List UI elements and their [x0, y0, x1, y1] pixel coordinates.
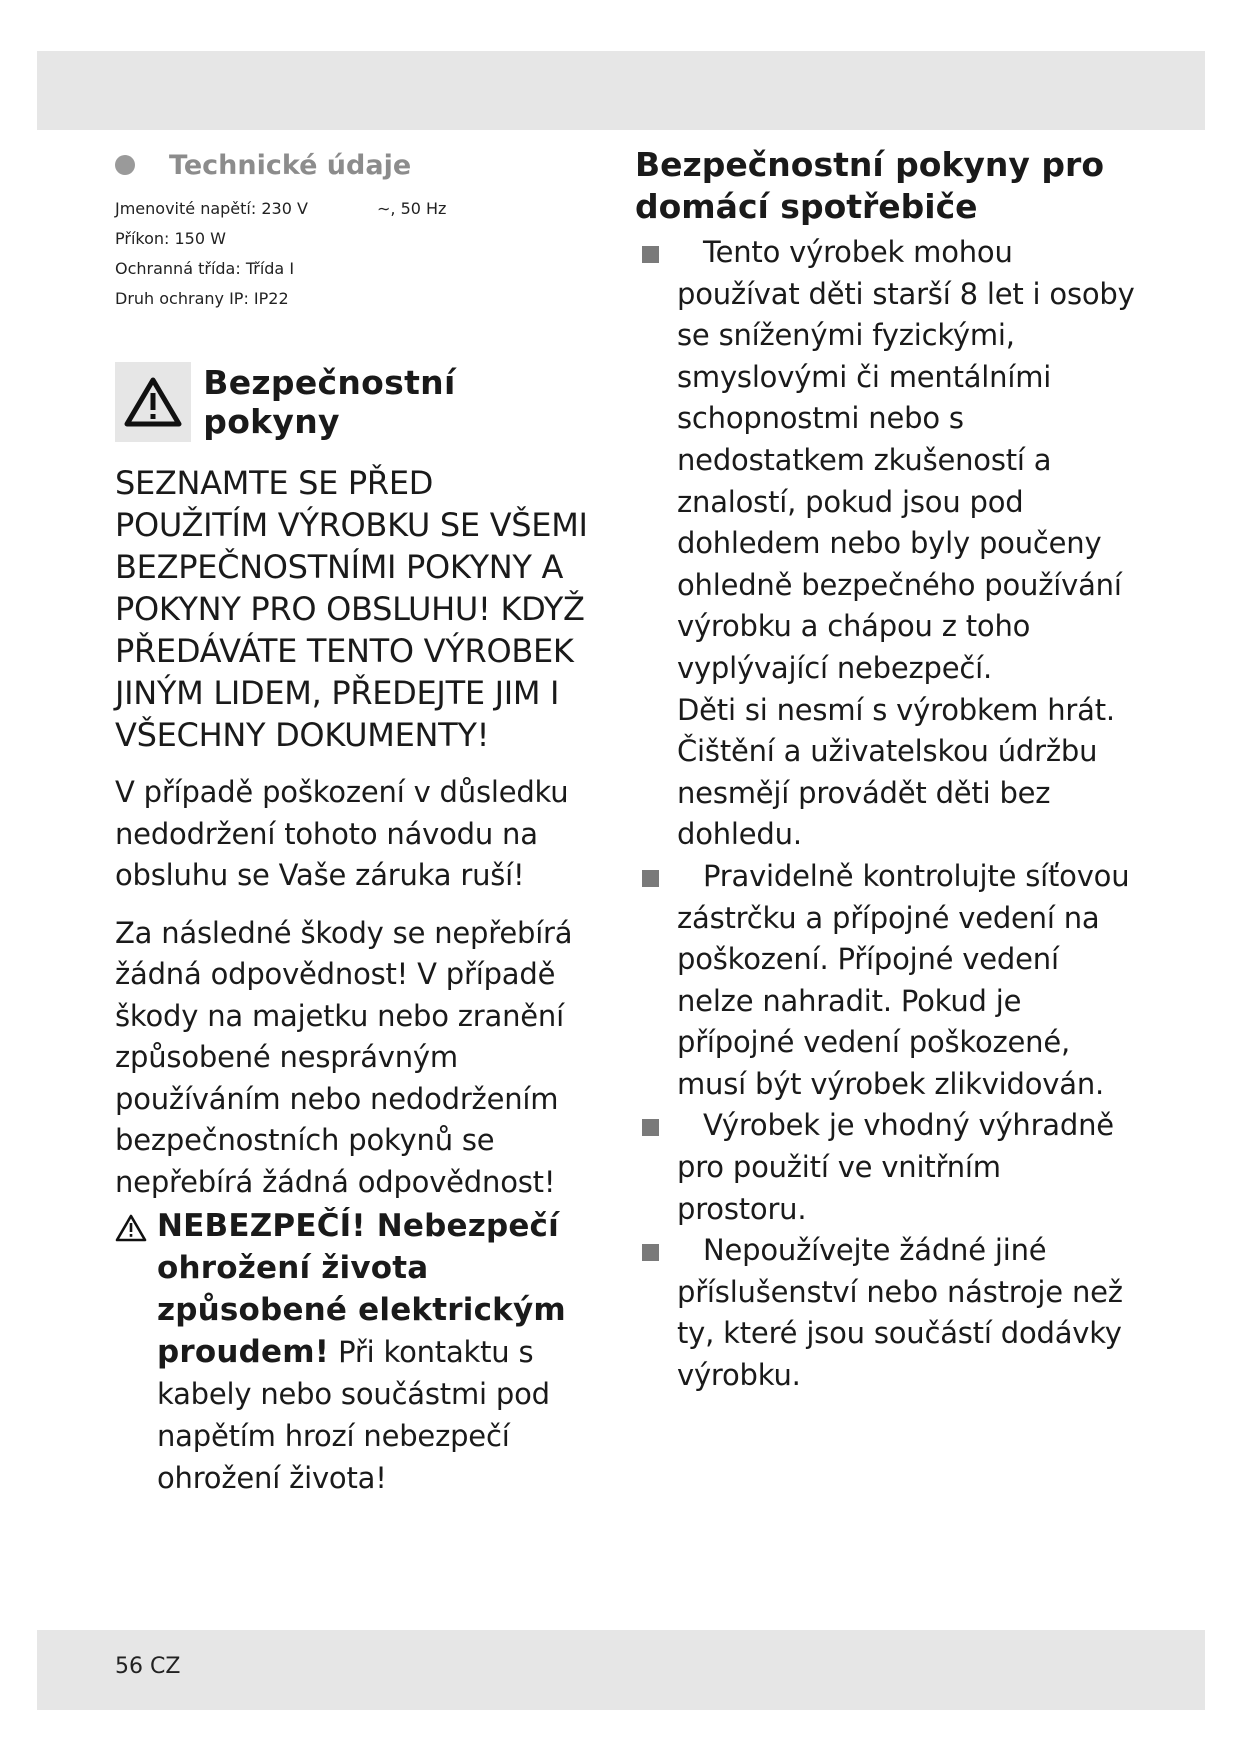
list-item: [635, 232, 1135, 856]
liability-paragraph: Za následné škody se nepřebírá žádná odpovědnost! V případě škody na majetku nebo zranění způsobené nesprávným používáním nebo nedodržením bezpečnostních pokynů se nepřebírá žádná odpovědnost!: [115, 915, 573, 1199]
spec-power: Příkon: 150 W: [115, 229, 226, 248]
technical-data-heading: [115, 140, 595, 190]
bullet-text: Tento výrobek mohou používat děti starší 8 let i osoby se sníženými fyzickými, smyslovými či mentálními schopnostmi nebo s nedostatkem zkušeností a znalostí, pokud jsou pod dohledem nebo byly poučeny ohledně bezpečného používání výrobku a chápou z toho vyplývající nebezpečí.: [677, 235, 1135, 685]
safety-caps-notice: SEZNAMTE SE PŘED POUŽITÍM VÝROBKU SE VŠEMI BEZPEČNOSTNÍMI POKYNY A POKYNY PRO OBSLUHU! KDYŽ PŘEDÁVÁTE TENTO VÝROBEK JINÝM LIDEM, PŘEDEJTE JIM I VŠECHNY DOKUMENTY!: [115, 464, 588, 754]
appliance-bullet-list: [635, 232, 1135, 1397]
spec-item: [115, 254, 595, 284]
right-column: [635, 140, 1135, 1397]
spec-frequency: ∼, 50 Hz: [377, 199, 447, 218]
spec-item: [115, 194, 595, 224]
spec-ip-rating: Druh ochrany IP: IP22: [115, 289, 289, 308]
safety-heading: [115, 362, 595, 442]
header-band: [37, 51, 1205, 130]
appliance-safety-title: Bezpečnostní pokyny pro domácí spotřebiče: [635, 145, 1104, 226]
list-item: [635, 1105, 1135, 1230]
square-bullet-icon: [642, 1244, 659, 1261]
spec-item: [115, 224, 595, 254]
bullet-text: Pravidelně kontrolujte síťovou zástrčku a přípojné vedení na poškození. Přípojné vedení nelze nahradit. Pokud je přípojné vedení poškozené, musí být výrobek zlikvidován.: [677, 858, 1130, 1101]
footer-band: [37, 1630, 1205, 1710]
bullet-dot-icon: [115, 155, 135, 175]
spec-protection-class: Ochranná třída: Třída I: [115, 259, 295, 278]
list-item: [635, 856, 1135, 1106]
warranty-paragraph: V případě poškození v důsledku nedodržení tohoto návodu na obsluhu se Vaše záruka ruší!: [115, 775, 569, 892]
safety-title: Bezpečnostní pokyny: [203, 363, 456, 441]
danger-warning: [115, 1205, 595, 1499]
square-bullet-icon: [642, 246, 659, 263]
square-bullet-icon: [642, 870, 659, 887]
technical-data-title: Technické údaje: [169, 149, 412, 181]
left-column: [115, 140, 595, 1499]
bullet-text: Výrobek je vhodný výhradně pro použití ve vnitřním prostoru.: [677, 1108, 1114, 1226]
spec-item: [115, 284, 595, 314]
bullet-text: Nepoužívejte žádné jiné příslušenství nebo nástroje než ty, které jsou součástí dodávky výrobku.: [677, 1233, 1123, 1393]
spec-list: [115, 194, 595, 314]
warning-icon: [115, 362, 191, 442]
spec-rated-voltage: Jmenovité napětí: 230 V: [115, 199, 308, 218]
square-bullet-icon: [642, 1119, 659, 1136]
danger-warning-icon: [115, 1211, 147, 1253]
page-number: 56 CZ: [115, 1654, 181, 1679]
bullet-extra-text: Děti si nesmí s výrobkem hrát. Čištění a uživatelskou údržbu nesmějí provádět děti bez dohledu.: [677, 692, 1115, 852]
danger-text: Při kontaktu s kabely nebo součástmi pod napětím hrozí nebezpečí ohrožení života!: [157, 1335, 550, 1495]
danger-bold-text: NEBEZPEČÍ! Nebezpečí ohrožení života způsobené elektrickým proudem!: [157, 1208, 566, 1370]
list-item: [635, 1230, 1135, 1396]
